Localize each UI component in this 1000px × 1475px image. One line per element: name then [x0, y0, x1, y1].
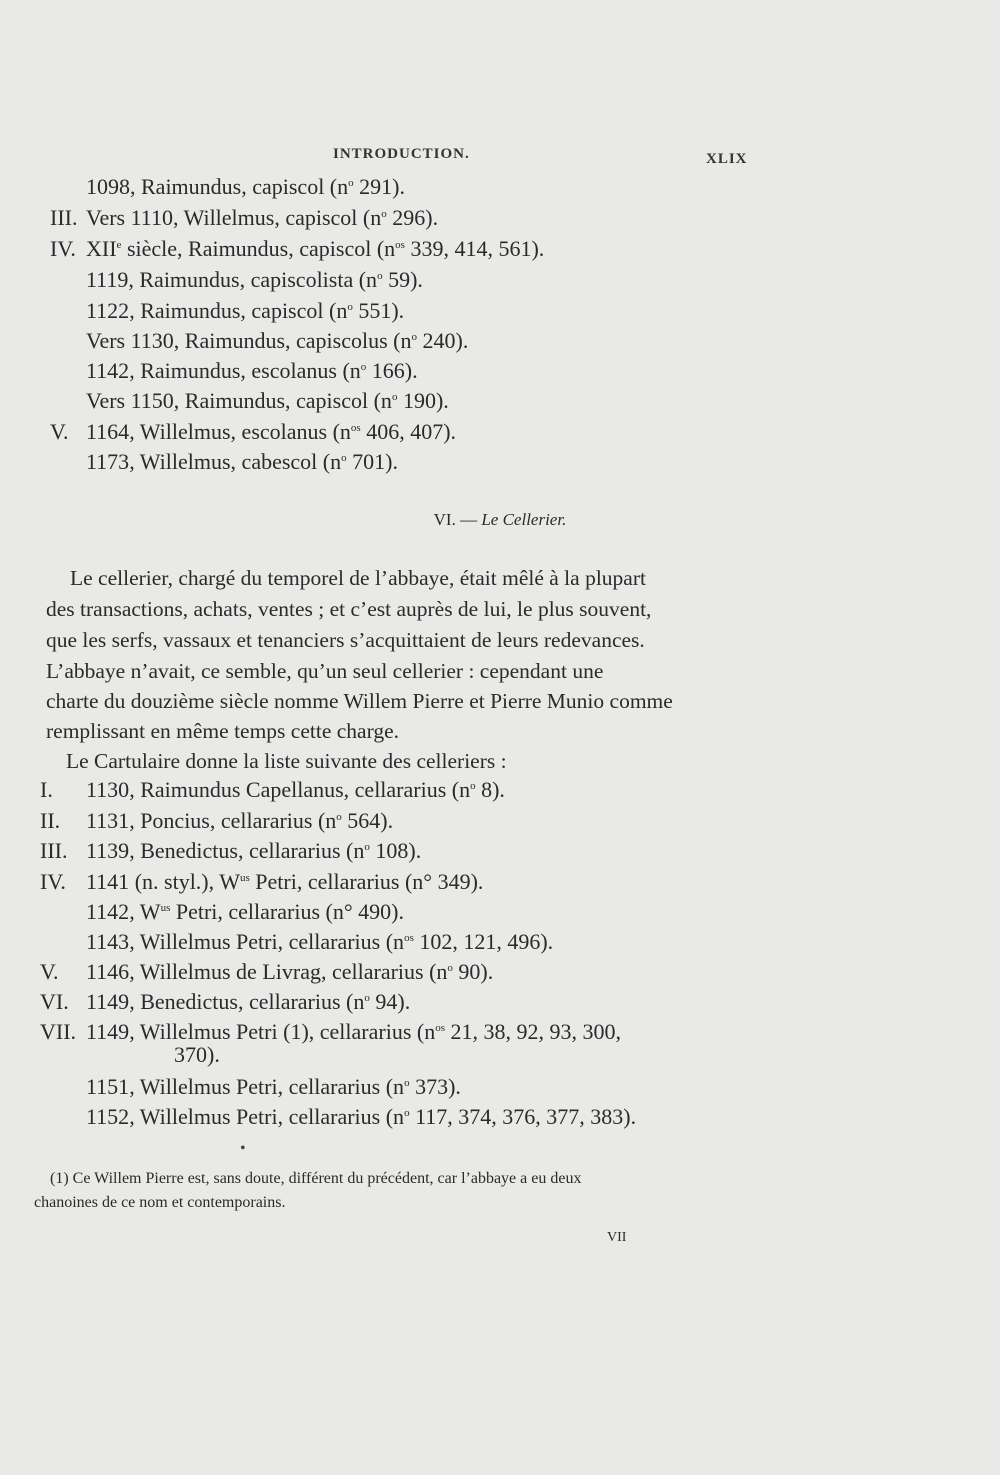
list-item-text: , Raimundus, capiscolista (n: [128, 267, 378, 292]
list-item-text: , Willelmus, cabescol (n: [129, 449, 342, 474]
section-number: VI. —: [433, 510, 482, 529]
list-item: [50, 205, 438, 231]
list-item-date: 1119: [86, 267, 129, 292]
list-item-sup: us: [240, 872, 250, 884]
list-item-numeral: IV.: [40, 869, 66, 894]
list-item-date: 1131: [86, 808, 130, 833]
list-item-sup: o: [348, 177, 354, 189]
list-item-numeral: III.: [50, 205, 78, 230]
list-item: [86, 298, 404, 324]
list-item-sup: o: [404, 1077, 410, 1089]
page-number: XLIX: [706, 151, 748, 167]
list-item: [40, 989, 410, 1015]
list-item-sup: os: [435, 1022, 445, 1034]
list-item: [86, 358, 418, 384]
list-item-date: Vers 1130: [86, 328, 174, 353]
list-item: [86, 929, 553, 955]
paragraph-line: charte du douzième siècle nomme Willem Pierre et Pierre Munio comme: [46, 689, 673, 713]
list-item-refs: 701).: [346, 449, 398, 474]
list-item-date: 1151: [86, 1074, 130, 1099]
list-item-text: siècle, Raimundus, capiscol (n: [121, 236, 396, 261]
list-item-numeral: VI.: [40, 989, 69, 1014]
list-item-numeral: I.: [40, 777, 53, 802]
list-item-numeral: IV.: [50, 236, 76, 261]
list-item: [40, 838, 421, 864]
list-item-date-sup: e: [116, 239, 122, 251]
list-item-continuation: 370).: [174, 1042, 220, 1067]
list-item-text: , Raimundus, capiscol (n: [130, 174, 349, 199]
list-item-date: 1173: [86, 449, 130, 474]
list-item-sup: o: [447, 962, 453, 974]
list-item-numeral: V.: [40, 959, 59, 984]
list-item-refs: 166).: [366, 358, 418, 383]
list-item-text: , Benedictus, cellararius (n: [129, 838, 365, 863]
list-item-sup: o: [336, 811, 342, 823]
list-item-refs: 564).: [341, 808, 394, 833]
list-item-refs: 21, 38, 92, 93, 300,: [444, 1019, 621, 1044]
list-item-date: 1152: [86, 1104, 130, 1129]
list-item-text: , Willelmus, escolanus (n: [129, 419, 351, 444]
list-item-text: , Willelmus Petri, cellararius (n: [129, 929, 405, 954]
list-item-refs: 8).: [475, 777, 505, 802]
list-item-sup: os: [395, 239, 405, 251]
list-item-text: , Willelmus Petri, cellararius (n: [129, 1104, 405, 1129]
list-item-refs: 117, 374, 376, 377, 383).: [409, 1104, 637, 1129]
list-item-sup: us: [160, 902, 171, 914]
list-item-date: XII: [86, 236, 117, 261]
list-item-refs: 291).: [353, 174, 405, 199]
list-item-date: 1149: [86, 989, 130, 1014]
list-item-sup: o: [381, 208, 387, 220]
list-item-sup: o: [391, 391, 398, 403]
list-item-text: , Willelmus de Livrag, cellararius (n: [129, 959, 448, 984]
list-item-sup: o: [404, 1107, 410, 1119]
paragraph-intro: Le Cartulaire donne la liste suivante des celleriers :: [66, 749, 507, 773]
list-item-refs: 296).: [386, 205, 439, 230]
list-item-text: , Willelmus, capiscol (n: [172, 205, 382, 230]
list-item-date: 1143: [86, 929, 130, 954]
list-item-numeral: II.: [40, 808, 61, 833]
footnote-line: (1) Ce Willem Pierre est, sans doute, différent du précédent, car l’abbaye a eu deux: [50, 1170, 582, 1187]
list-item-sup: o: [364, 841, 370, 853]
list-item-text: , Raimundus, escolanus (n: [129, 358, 361, 383]
paragraph-line: remplissant en même temps cette charge.: [46, 719, 400, 743]
list-item-date: 1164: [86, 419, 130, 444]
list-item-text: , Raimundus, capiscol (n: [173, 388, 392, 413]
paragraph-line: L’abbaye n’avait, ce semble, qu’un seul cellerier : cependant une: [46, 659, 604, 683]
list-item: [86, 1074, 461, 1100]
list-item-sup: o: [347, 301, 353, 313]
list-item-text: , Willelmus Petri, cellararius (n: [129, 1074, 405, 1099]
list-item: [86, 1104, 636, 1130]
list-item-refs: 94).: [369, 989, 411, 1014]
paragraph-line: Le cellerier, chargé du temporel de l’abbaye, était mêlé à la plupart: [70, 566, 646, 590]
running-header-title: INTRODUCTION.: [333, 146, 470, 162]
list-item-refs: 59).: [382, 267, 423, 292]
list-item-text: , Willelmus Petri (1), cellararius (n: [129, 1019, 436, 1044]
list-item-date: 1146: [86, 959, 130, 984]
footnote-line: chanoines de ce nom et contemporains.: [34, 1194, 286, 1211]
list-item-sup: o: [470, 780, 476, 792]
list-item-refs: 406, 407).: [360, 419, 457, 444]
list-item: [50, 174, 405, 200]
list-item-date: 1149: [86, 1019, 130, 1044]
list-item: [40, 777, 505, 803]
list-item-date: Vers 1110: [86, 205, 173, 230]
list-item-date: 1130: [86, 777, 130, 802]
list-item: [86, 328, 468, 354]
list-item-text: , Raimundus, capiscol (n: [129, 298, 348, 323]
list-item: [86, 449, 398, 475]
list-item-refs: 240).: [417, 328, 469, 353]
list-item-date: 1141: [86, 869, 130, 894]
list-item-refs: 339, 414, 561).: [404, 236, 545, 261]
list-item-refs: 108).: [369, 838, 422, 863]
list-item-text: , W: [129, 899, 161, 924]
list-item-sup: os: [404, 932, 414, 944]
signature-mark: VII: [607, 1230, 627, 1245]
section-title: [0, 510, 1000, 530]
list-item-text: , Raimundus, capiscolus (n: [173, 328, 412, 353]
list-item-sup: o: [341, 452, 347, 464]
list-item: [40, 1019, 621, 1045]
list-item-date: 1098: [86, 174, 130, 199]
paragraph-line: des transactions, achats, ventes ; et c’est auprès de lui, le plus souvent,: [46, 597, 652, 621]
section-name: Le Cellerier.: [481, 510, 567, 529]
list-item-refs: 551).: [352, 298, 405, 323]
list-item-date: 1122: [86, 298, 130, 323]
separator-mark: •: [240, 1140, 246, 1157]
list-item-refs: Petri, cellararius (n° 490).: [170, 899, 404, 924]
list-item: [40, 959, 493, 985]
list-item-date: 1142: [86, 358, 130, 383]
list-item-sup: o: [360, 361, 367, 373]
list-item: [86, 267, 423, 293]
list-item-numeral: III.: [40, 838, 68, 863]
list-item-numeral: V.: [50, 419, 69, 444]
list-item-sup: os: [350, 422, 361, 434]
list-item-date: 1142: [86, 899, 130, 924]
list-item-refs: 90).: [452, 959, 494, 984]
list-item-numeral: VII.: [40, 1019, 77, 1044]
list-item-text: , Raimundus Capellanus, cellararius (n: [129, 777, 471, 802]
paragraph-line: que les serfs, vassaux et tenanciers s’acquittaient de leurs redevances.: [46, 628, 645, 652]
list-item-text: , Poncius, cellararius (n: [129, 808, 337, 833]
list-item: [50, 419, 456, 445]
list-item-text: , Benedictus, cellararius (n: [129, 989, 365, 1014]
list-item: [40, 808, 393, 834]
list-item-sup: o: [364, 992, 370, 1004]
list-item-sup: o: [377, 270, 383, 282]
list-item: [50, 236, 544, 262]
list-item-refs: 190).: [397, 388, 449, 413]
list-item-refs: 373).: [409, 1074, 461, 1099]
list-item: [40, 869, 483, 895]
list-item-date: Vers 1150: [86, 388, 174, 413]
list-item-refs: 102, 121, 496).: [413, 929, 554, 954]
list-item-text: (n. styl.), W: [129, 869, 240, 894]
list-item: [86, 388, 449, 414]
list-item: [86, 899, 404, 925]
list-item-refs: Petri, cellararius (n° 349).: [249, 869, 484, 894]
list-item-date: 1139: [86, 838, 130, 863]
list-item-sup: o: [411, 331, 417, 343]
